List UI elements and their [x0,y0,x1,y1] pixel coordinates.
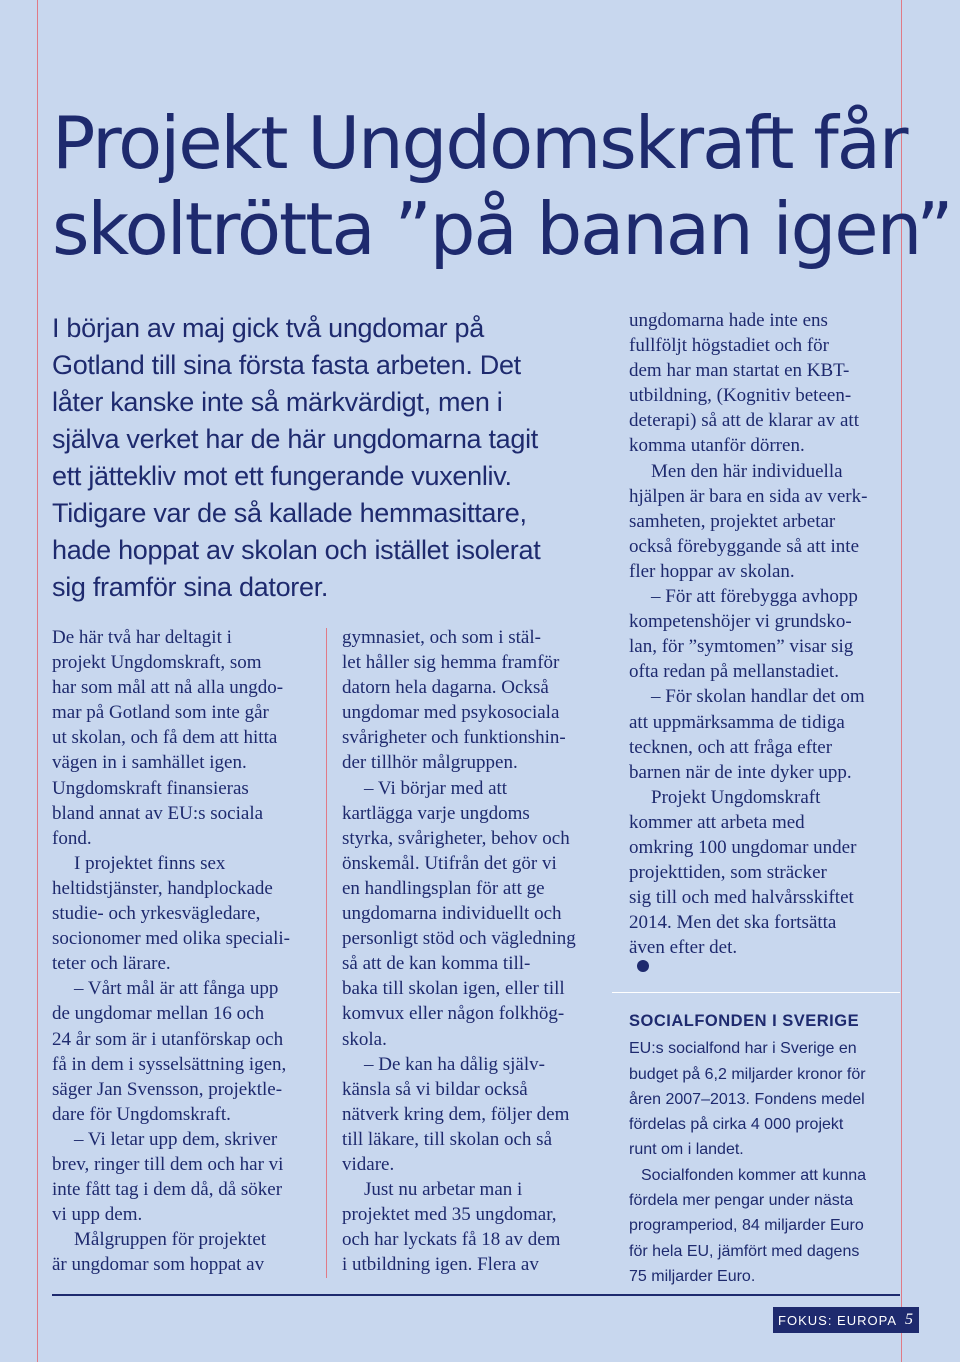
lead-line: sig framför sina datorer. [52,572,329,602]
body-line: omkring 100 ungdomar under [629,836,857,858]
body-line: mar på Gotland som inte går [52,702,269,724]
body-line: komvux eller någon folkhög- [342,1003,565,1025]
body-line: brev, ringer till dem och har vi [52,1153,284,1175]
body-line: ungdomarna individuellt och [342,903,562,925]
body-line: projekttiden, som sträcker [629,862,827,884]
body-line: datorn hela dagarna. Också [342,677,549,699]
body-line: dare för Ungdomskraft. [52,1103,231,1125]
body-line: få in dem i sysselsättning igen, [52,1053,287,1075]
body-line: vi upp dem. [52,1204,143,1226]
body-line: tecknen, och att fråga efter [629,736,833,758]
body-line: personligt stöd och vägledning [342,928,576,950]
body-line: också förebyggande så att inte [629,535,860,557]
body-line: – Vårt mål är att fånga upp [74,978,279,1000]
fact-box-line: Socialfonden kommer att kunna [641,1166,867,1184]
body-line: utbildning, (Kognitiv beteen- [629,385,852,407]
lead-paragraph [52,310,612,606]
body-line: säger Jan Svensson, projektle- [52,1078,283,1100]
lead-line: ett jättekliv mot ett fungerande vuxenliv. [52,461,512,491]
body-line: gymnasiet, och som i stäl- [342,627,541,648]
body-line: der tillhör målgruppen. [342,752,518,774]
lead-line: låter kanske inte så märkvärdigt, men i [52,387,503,417]
body-line: ungdomarna hade inte ens [629,310,828,331]
body-line: vägen in i samhället igen. [52,752,247,774]
body-column-3 [629,308,901,972]
body-line: ungdomar med psykosociala [342,702,560,724]
body-line: – Vi letar upp dem, skriver [74,1128,278,1150]
body-line: de ungdomar mellan 16 och [52,1003,265,1025]
fact-box-line: 75 miljarder Euro. [629,1267,756,1285]
fact-box-line: programperiod, 84 miljarder Euro [629,1217,864,1235]
page-number: 5 [905,1311,913,1328]
body-line: projektet med 35 ungdomar, [342,1204,557,1226]
body-line: dem har man startat en KBT- [629,360,850,382]
body-line: teter och lärare. [52,953,171,975]
body-line: kartlägga varje ungdoms [342,802,530,824]
body-line: baka till skolan igen, eller till [342,978,565,1000]
body-line: skola. [342,1028,387,1050]
fact-box-line: för hela EU, jämfört med dagens [629,1242,860,1260]
body-line: 2014. Men det ska fortsätta [629,912,837,934]
body-line: I projektet finns sex [74,852,226,874]
body-line: Målgruppen för projektet [74,1229,267,1251]
left-guide-line [37,0,38,1362]
end-mark-icon [637,960,649,972]
body-line: till läkare, till skolan och så [342,1128,553,1150]
body-line: lan, för ”symtomen” visar sig [629,636,854,658]
lead-line: Gotland till sina första fasta arbeten. Det [52,350,521,380]
body-line: komma utanför dörren. [629,435,805,457]
body-line: sig till och med halvårsskiftet [629,887,854,909]
body-line: De här två har deltagit i [52,627,232,648]
body-line: studie- och yrkesvägledare, [52,903,261,925]
body-line: önskemål. Utifrån det gör vi [342,852,557,874]
title-line: skoltrötta ”på banan igen” [52,187,952,271]
body-line: heltidstjänster, handplockade [52,877,273,899]
body-line: vidare. [342,1153,395,1175]
title-line: Projekt Ungdomskraft får [52,101,907,185]
body-line [629,935,901,972]
body-line: – För skolan handlar det om [651,686,865,708]
body-line: hjälpen är bara en sida av verk- [629,485,868,507]
body-line: och har lyckats få 18 av dem [342,1229,561,1251]
fact-box-line: budget på 6,2 miljarder kronor för [629,1065,866,1083]
lead-line: I början av maj gick två ungdomar på [52,313,484,343]
body-line: let håller sig hemma framför [342,652,560,674]
fact-box-heading: SOCIALFONDEN I SVERIGE [629,1012,860,1030]
body-line: deterapi) så att de klarar av att [629,410,859,432]
bottom-rule [52,1294,900,1296]
fact-box-line: runt om i landet. [629,1141,744,1159]
column-divider [326,628,327,1278]
lead-line: Tidigare var de så kallade hemmasittare, [52,498,527,528]
body-line: styrka, svårigheter, behov och [342,827,570,849]
body-line: nätverk kring dem, följer dem [342,1103,570,1125]
fact-box-line: åren 2007–2013. Fondens medel [629,1090,865,1108]
body-line: Ungdomskraft finansieras [52,777,249,799]
body-line: fullföljt högstadiet och för [629,335,829,357]
body-line: – Vi börjar med att [364,777,508,799]
body-line: fler hoppar av skolan. [629,560,795,582]
fact-box-line: EU:s socialfond har i Sverige en [629,1040,857,1058]
body-line: Projekt Ungdomskraft [651,786,821,808]
fact-box [612,992,900,1293]
lead-line: själva verket har de här ungdomarna tagit [52,424,538,454]
fact-box-line: fördelas på cirka 4 000 projekt [629,1116,844,1134]
fact-box-line: fördela mer pengar under nästa [629,1192,854,1210]
body-line: – De kan ha dålig själv- [364,1053,545,1075]
body-line: svårigheter och funktionshin- [342,727,566,749]
lead-line: hade hoppat av skolan och istället isolerat [52,535,541,565]
body-line: fond. [52,827,92,849]
body-line: Just nu arbetar man i [364,1179,523,1201]
body-column-1 [52,625,312,1277]
body-line: – För att förebygga avhopp [651,586,858,608]
body-line: att uppmärksamma de tidiga [629,711,845,733]
body-line: samheten, projektet arbetar [629,510,836,532]
body-line: är ungdomar som hoppat av [52,1254,265,1276]
body-line: socionomer med olika speciali- [52,928,290,950]
body-line: kommer att arbeta med [629,811,805,833]
body-line-text: även efter det. [629,937,738,959]
body-line: en handlingsplan för att ge [342,877,545,899]
page-footer [773,1307,919,1333]
fact-box-content [629,1009,866,1289]
body-line: projekt Ungdomskraft, som [52,652,262,674]
body-line: ut skolan, och få dem att hitta [52,727,278,749]
body-line: ofta redan på mellanstadiet. [629,661,839,683]
body-line: har som mål att nå alla ungdo- [52,677,284,699]
body-column-2 [342,625,604,1277]
body-line: så att de kan komma till- [342,953,531,975]
body-line: bland annat av EU:s sociala [52,802,264,824]
body-line: Men den här individuella [651,460,843,482]
body-line: kompetenshöjer vi grundsko- [629,611,852,633]
body-line: inte fått tag i dem då, då söker [52,1179,283,1201]
body-line: i utbildning igen. Flera av [342,1254,539,1276]
body-line: barnen när de inte dyker upp. [629,761,852,783]
footer-section-label: FOKUS: EUROPA [778,1312,897,1328]
body-line: känsla så vi bildar också [342,1078,528,1100]
article-title [52,100,952,272]
body-line: 24 år som är i utanförskap och [52,1028,284,1050]
